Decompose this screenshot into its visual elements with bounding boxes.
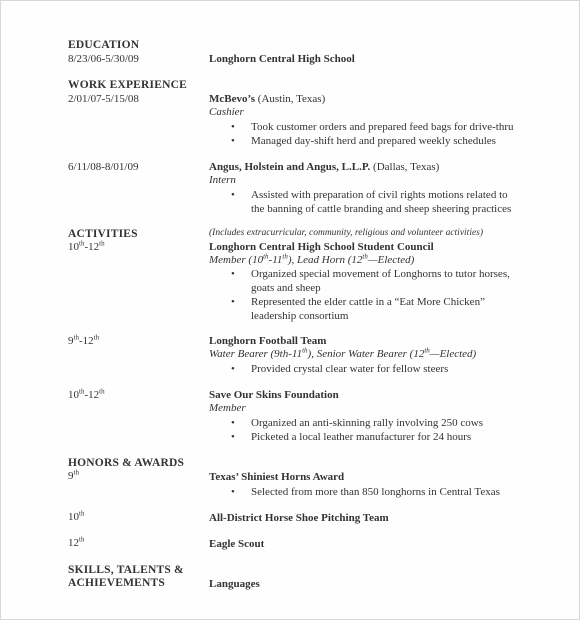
bullet-icon: • xyxy=(231,417,235,429)
bullet-icon: • xyxy=(231,121,235,133)
bullet-icon: • xyxy=(231,363,235,375)
honor-2-title: All-District Horse Shoe Pitching Team xyxy=(209,512,389,524)
honor-3-title: Eagle Scout xyxy=(209,538,265,550)
job-2-role: Intern xyxy=(209,174,236,186)
honors-heading: HONORS & AWARDS xyxy=(68,457,185,469)
honor-1-grade: 9th xyxy=(68,468,79,482)
bullet-icon: • xyxy=(231,431,235,443)
bullet-icon: • xyxy=(231,268,235,280)
job-2-org: Angus, Holstein and Angus, L.L.P. xyxy=(209,161,371,173)
education-dates: 8/23/06-5/30/09 xyxy=(68,53,139,65)
activity-3-org: Save Our Skins Foundation xyxy=(209,389,339,401)
education-heading: EDUCATION xyxy=(68,39,140,51)
activity-1-org: Longhorn Central High School Student Council xyxy=(209,241,434,253)
bullet-icon: • xyxy=(231,296,235,308)
activity-3-bullet-1: • Organized an anti-skinning rally involving 250 cows xyxy=(231,417,483,429)
honor-2-grade: 10th xyxy=(68,509,85,523)
work-heading: WORK EXPERIENCE xyxy=(68,79,187,91)
activity-1-bullet-2-cont: leadership consortium xyxy=(251,310,349,322)
skills-heading-line-1: SKILLS, TALENTS & xyxy=(68,564,184,576)
activity-2-grades: 9th-12th xyxy=(68,333,100,347)
honor-3-grade: 12th xyxy=(68,535,85,549)
activities-note: (Includes extracurricular, community, religious and volunteer activities) xyxy=(209,228,484,238)
activity-1-bullet-1: • Organized special movement of Longhorns to tutor horses, xyxy=(231,268,510,280)
activity-2-org: Longhorn Football Team xyxy=(209,335,327,347)
bullet-icon: • xyxy=(231,486,235,498)
activity-3-role: Member xyxy=(209,402,246,414)
education-school: Longhorn Central High School xyxy=(209,53,355,65)
job-1-dates: 2/01/07-5/15/08 xyxy=(68,93,139,105)
honor-1-title: Texas’ Shiniest Horns Award xyxy=(209,471,345,483)
job-2-bullet-1-cont: the banning of cattle branding and sheep sheering practices xyxy=(251,203,512,215)
activity-2-role: Water Bearer (9th-11th), Senior Water Bearer (12th—Elected) xyxy=(209,346,477,360)
activity-2-bullet-1: • Provided crystal clear water for fellow steers xyxy=(231,363,449,375)
job-1-location: (Austin, Texas) xyxy=(257,93,326,105)
bullet-icon: • xyxy=(231,189,235,201)
activity-1-bullet-1-cont: goats and sheep xyxy=(251,282,321,294)
activities-heading: ACTIVITIES xyxy=(68,228,138,240)
job-1-employer xyxy=(209,93,325,105)
honor-1-bullet-1: • Selected from more than 850 longhorns in Central Texas xyxy=(231,486,500,498)
activity-1-grades: 10th-12th xyxy=(68,239,105,253)
job-2-location: (Dallas, Texas) xyxy=(373,161,440,173)
activity-1-bullet-2: • Represented the elder cattle in a “Eat More Chicken” xyxy=(231,296,485,308)
activity-1-role: Member (10th-11th), Lead Horn (12th—Elected) xyxy=(209,252,415,266)
job-1-bullet-1: • Took customer orders and prepared feed bags for drive-thru xyxy=(231,121,514,133)
job-2-dates: 6/11/08-8/01/09 xyxy=(68,161,139,173)
bullet-icon: • xyxy=(231,135,235,147)
job-2-bullet-1: • Assisted with preparation of civil rights motions related to xyxy=(231,189,508,201)
activity-3-grades: 10th-12th xyxy=(68,387,105,401)
job-2-employer xyxy=(209,161,439,173)
skills-languages: Languages xyxy=(209,578,260,590)
job-1-role: Cashier xyxy=(209,106,244,118)
skills-heading-line-2: ACHIEVEMENTS xyxy=(68,577,165,589)
job-1-org: McBevo’s xyxy=(209,93,256,105)
job-1-bullet-2: • Managed day-shift herd and prepared weekly schedules xyxy=(231,135,496,147)
activity-3-bullet-2: • Picketed a local leather manufacturer for 24 hours xyxy=(231,431,472,443)
